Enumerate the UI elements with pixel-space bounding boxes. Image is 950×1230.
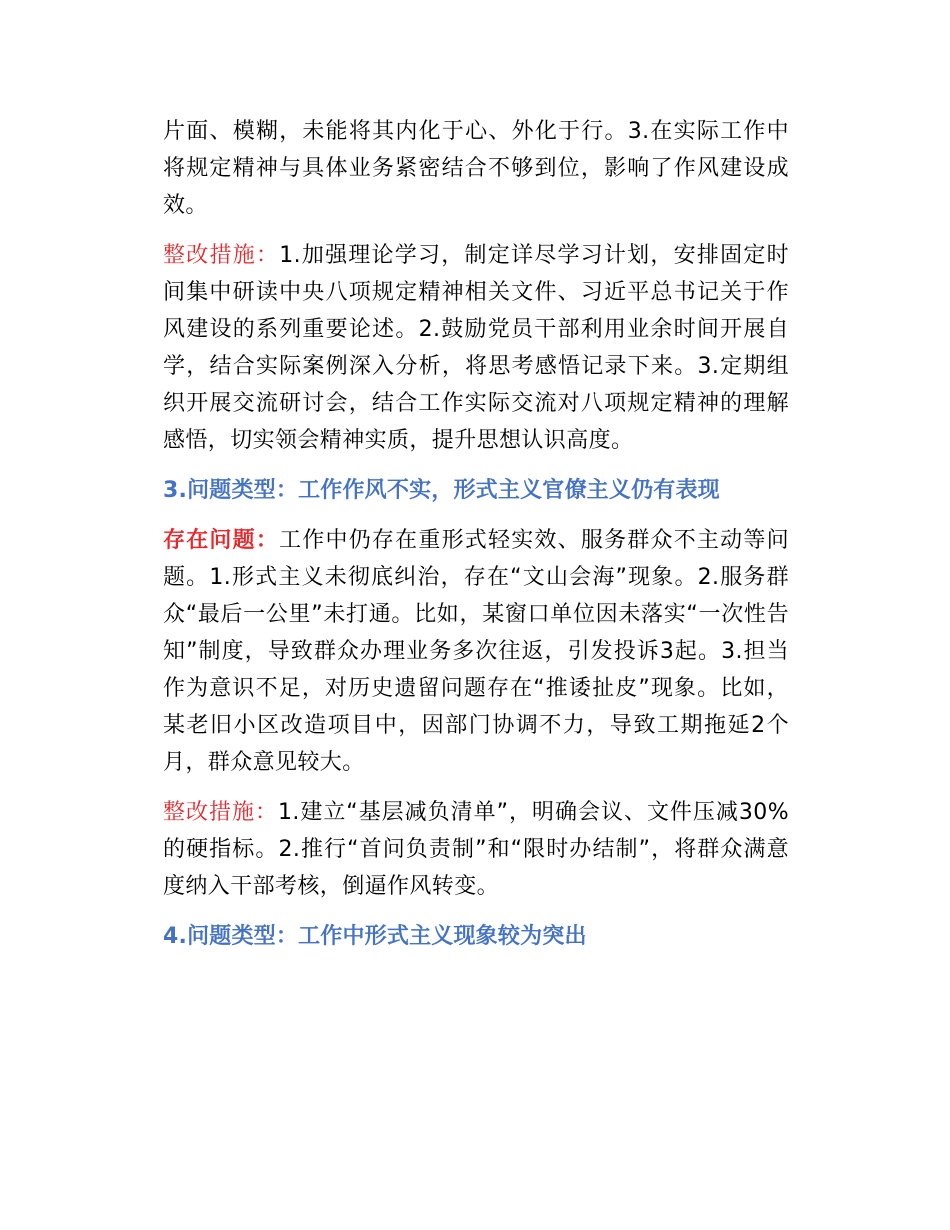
rectification-text: 1.建立“基层减负清单”，明确会议、文件压减30%的硬指标。2.推行“首问负责制”和“限时办结制”，将群众满意度纳入干部考核，倒逼作风转变。 [163, 800, 789, 899]
rectification-label: 整改措施： [163, 800, 278, 825]
paragraph-rectification-measures-3 [163, 794, 789, 905]
section-heading-4: 4.问题类型：工作中形式主义现象较为突出 [163, 924, 587, 949]
existing-problem-text: 工作中仍存在重形式轻实效、服务群众不主动等问题。1.形式主义未彻底纠治，存在“文山会海”现象。2.服务群众“最后一公里”未打通。比如，某窗口单位因未落实“一次性告知”制度，导致群众办理业务多次往返，引发投诉3起。3.担当作为意识不足，对历史遗留问题存在“推诿扯皮”现象。比如，某老旧小区改造项目中，因部门协调不力，导致工期拖延2个月，群众意见较大。 [163, 528, 789, 775]
rectification-text: 1.加强理论学习，制定详尽学习计划，安排固定时间集中研读中央八项规定精神相关文件、习近平总书记关于作风建设的系列重要论述。2.鼓励党员干部利用业余时间开展自学，结合实际案例深入分析，将思考感悟记录下来。3.定期组织开展交流研讨会，结合工作实际交流对八项规定精神的理解感悟，切实领会精神实质，提升思想认识高度。 [163, 243, 789, 453]
paragraph-problem-continuation [163, 113, 789, 224]
rectification-label: 整改措施： [163, 243, 280, 268]
paragraph-existing-problem-3 [163, 522, 789, 781]
section-heading-3: 3.问题类型：工作作风不实，形式主义官僚主义仍有表现 [163, 478, 720, 503]
document-page [163, 113, 789, 968]
paragraph-text: 片面、模糊，未能将其内化于心、外化于行。3.在实际工作中将规定精神与具体业务紧密结合不够到位，影响了作风建设成效。 [163, 119, 789, 218]
paragraph-rectification-measures-2 [163, 237, 789, 459]
existing-problem-label: 存在问题： [163, 528, 280, 553]
